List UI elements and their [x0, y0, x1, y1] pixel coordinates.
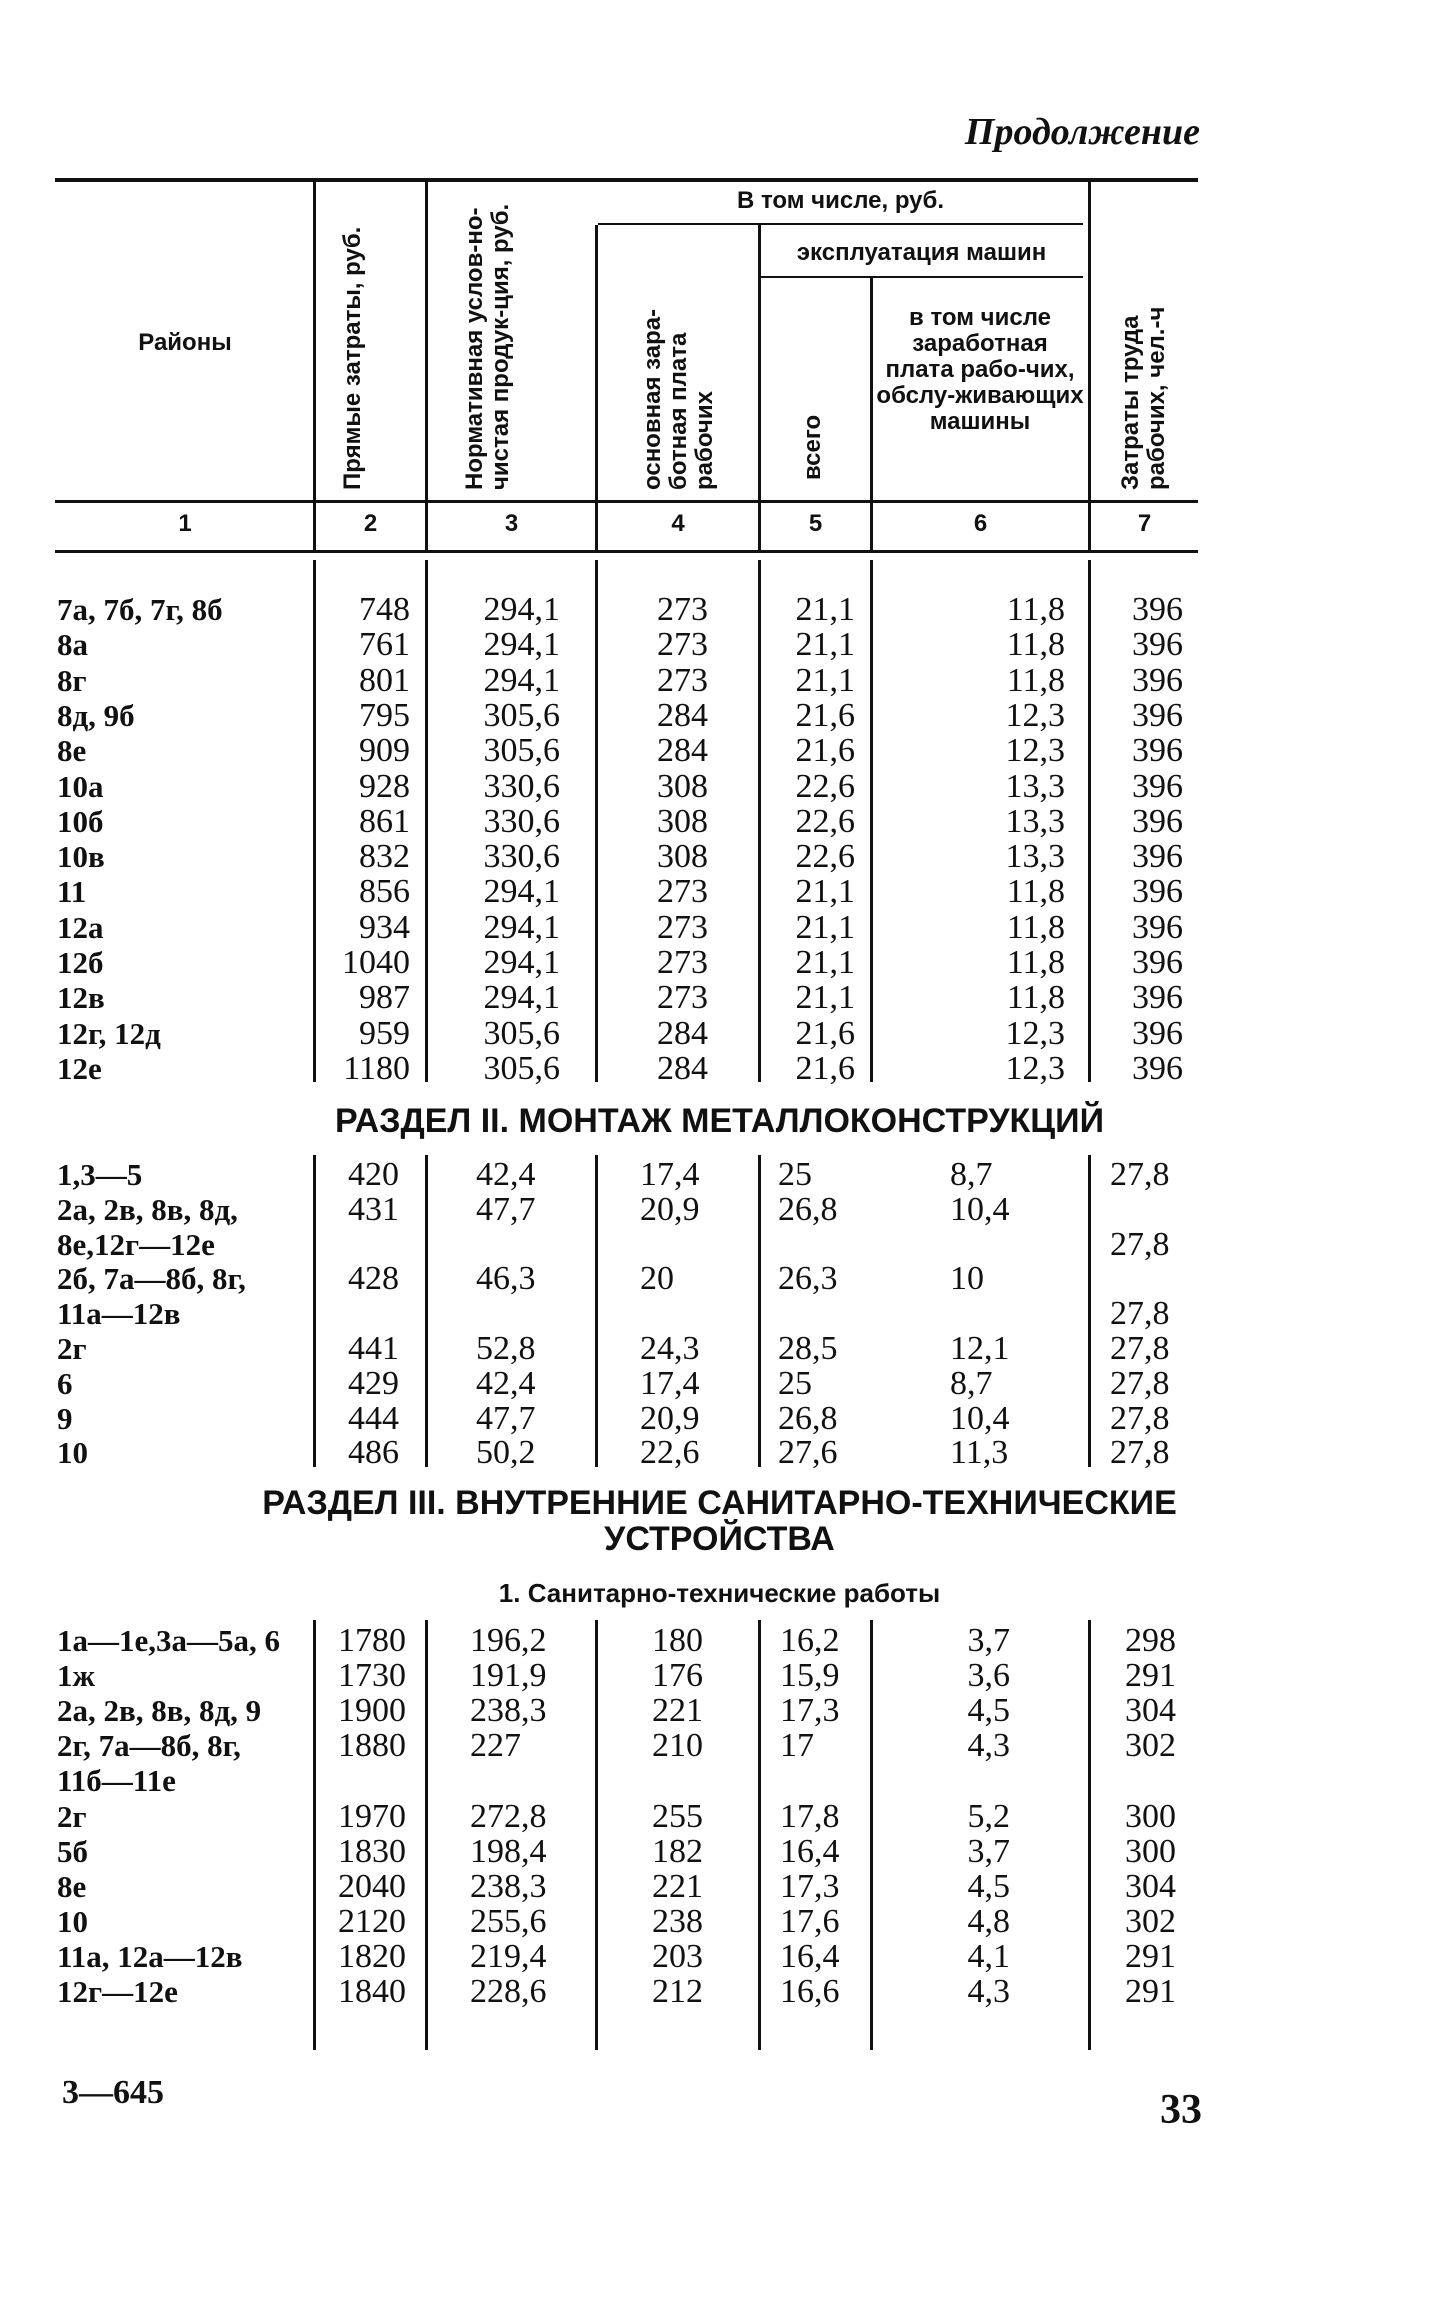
table-row	[0, 1192, 1439, 1227]
table-cell-col1: 1ж	[57, 1658, 95, 1694]
header-divider	[425, 182, 428, 550]
table-row	[0, 1974, 1439, 2009]
table-cell-col4: 24,3	[640, 1330, 700, 1367]
table-cell-col1: 1,3—5	[57, 1157, 143, 1192]
table-cell-col6: 4,5	[967, 1867, 1010, 1905]
table-cell-col6: 13,3	[1005, 802, 1065, 840]
table-row	[0, 1728, 1439, 1763]
table-cell-col5: 17,8	[780, 1797, 840, 1835]
table-cell-col7: 27,8	[1110, 1156, 1170, 1193]
table-row	[0, 804, 1439, 839]
table-cell-col1: 2б, 7а—8б, 8г,	[57, 1261, 246, 1297]
col-header-machine-wages: в том числе заработная плата рабо-чих, обслу-живающих машины	[876, 304, 1084, 435]
table-cell-col1: 2г, 7а—8б, 8г,	[57, 1728, 241, 1764]
table-cell-col6: 3,6	[967, 1657, 1010, 1695]
table-cell-col2: 909	[359, 732, 410, 770]
table-cell-col6: 11,8	[1006, 944, 1065, 981]
table-cell-col2: 934	[359, 908, 410, 946]
table-row	[0, 1261, 1439, 1296]
table-cell-col7: 396	[1132, 908, 1183, 946]
table-cell-col1: 2а, 2в, 8в, 8д, 9	[57, 1693, 262, 1729]
table-row	[0, 874, 1439, 909]
table-cell-col7: 396	[1132, 802, 1183, 840]
table-cell-col4: 284	[657, 1014, 708, 1052]
table-cell-col7: 27,8	[1110, 1434, 1170, 1472]
table-cell-col2: 1830	[338, 1832, 406, 1870]
table-row	[0, 1435, 1439, 1470]
table-cell-col3: 46,3	[476, 1260, 536, 1298]
table-cell-col5: 15,9	[780, 1657, 840, 1695]
table-cell-col5: 21,6	[795, 732, 855, 770]
table-cell-col3: 42,4	[476, 1364, 536, 1402]
table-cell-col7: 396	[1132, 626, 1183, 664]
table-cell-col1: 8е,12г—12е	[57, 1226, 215, 1262]
table-row	[0, 592, 1439, 627]
col-header-net-output: Нормативная услов-но-чистая продук-ция, руб.	[461, 203, 514, 490]
table-cell-col1: 12е	[57, 1050, 102, 1086]
table-cell-col4: 176	[652, 1657, 703, 1695]
group-rule	[598, 223, 1083, 225]
col-number: 7	[1137, 510, 1152, 537]
table-cell-col4: 180	[652, 1622, 703, 1659]
table-row	[0, 1296, 1439, 1331]
table-cell-col5: 27,6	[778, 1434, 838, 1472]
table-cell-col2: 801	[359, 661, 410, 699]
table-cell-col7: 302	[1125, 1727, 1176, 1765]
table-cell-col1: 11	[57, 874, 87, 910]
table-cell-col5: 21,1	[795, 661, 855, 699]
machines-rule	[760, 276, 1083, 278]
table-row	[0, 1763, 1439, 1798]
table-cell-col1: 8е	[57, 1868, 87, 1904]
table-cell-col7: 396	[1132, 661, 1183, 699]
col-header-machine-operation: эксплуатация машин	[796, 239, 1047, 266]
table-cell-col5: 17	[780, 1727, 814, 1765]
table-cell-col7: 304	[1125, 1692, 1176, 1730]
table-cell-col7: 396	[1132, 979, 1183, 1017]
section3-title-line2: УСТРОЙСТВА	[604, 1520, 835, 1558]
table-cell-col2: 795	[359, 696, 410, 734]
table-cell-col7: 302	[1125, 1902, 1176, 1940]
table-top-rule	[55, 178, 1198, 182]
table-cell-col3: 228,6	[470, 1973, 547, 2010]
col-header-group: В том числе, руб.	[736, 187, 945, 214]
table-row	[0, 910, 1439, 945]
table-cell-col7: 300	[1125, 1797, 1176, 1835]
table-cell-col2: 2040	[338, 1867, 406, 1905]
table-cell-col2: 928	[359, 767, 410, 805]
table-cell-col4: 22,6	[640, 1434, 700, 1472]
table-cell-col1: 8е	[57, 733, 87, 769]
table-cell-col3: 238,3	[470, 1867, 547, 1905]
table-row	[0, 627, 1439, 662]
table-cell-col6: 3,7	[967, 1622, 1010, 1659]
header-divider	[595, 225, 598, 550]
table-cell-col4: 221	[652, 1867, 703, 1905]
table-cell-col5: 21,1	[795, 979, 855, 1017]
table-cell-col5: 16,2	[780, 1622, 840, 1659]
table-cell-col6: 11,8	[1006, 626, 1065, 664]
table-cell-col4: 284	[657, 732, 708, 770]
table-cell-col2: 748	[359, 591, 410, 628]
table-cell-col1: 12а	[57, 909, 104, 945]
table-cell-col5: 25	[778, 1156, 812, 1193]
table-cell-col7: 291	[1125, 1937, 1176, 1975]
table-cell-col5: 17,3	[780, 1692, 840, 1730]
table-cell-col5: 21,6	[795, 696, 855, 734]
table-cell-col6: 12,3	[1005, 1049, 1065, 1087]
table-cell-col1: 9	[57, 1400, 73, 1436]
table-cell-col5: 21,1	[795, 908, 855, 946]
table-cell-col4: 20,9	[640, 1399, 700, 1437]
table-row	[0, 1051, 1439, 1086]
table-cell-col3: 272,8	[470, 1797, 547, 1835]
table-cell-col7: 396	[1132, 591, 1183, 628]
table-cell-col6: 12,3	[1005, 1014, 1065, 1052]
table-cell-col3: 238,3	[470, 1692, 547, 1730]
table-cell-col2: 959	[359, 1014, 410, 1052]
table-cell-col3: 47,7	[476, 1190, 536, 1228]
table-cell-col1: 12г—12е	[57, 1974, 178, 2009]
table-row	[0, 733, 1439, 768]
table-cell-col6: 10,4	[950, 1190, 1010, 1228]
table-cell-col6: 4,3	[967, 1727, 1010, 1765]
table-cell-col4: 238	[652, 1902, 703, 1940]
table-cell-col5: 17,6	[780, 1902, 840, 1940]
table-cell-col4: 273	[657, 591, 708, 628]
table-cell-col4: 284	[657, 1049, 708, 1087]
table-cell-col6: 4,1	[967, 1937, 1010, 1975]
table-cell-col1: 10а	[57, 768, 104, 804]
table-cell-col2: 431	[348, 1190, 399, 1228]
table-cell-col7: 396	[1132, 767, 1183, 805]
table-row	[0, 980, 1439, 1015]
table-cell-col7: 291	[1125, 1973, 1176, 2010]
table-row	[0, 1939, 1439, 1974]
col-number: 2	[363, 510, 378, 537]
header-divider	[313, 182, 316, 550]
table-cell-col1: 5б	[57, 1833, 88, 1869]
header-divider	[758, 225, 761, 550]
table-cell-col2: 420	[348, 1156, 399, 1193]
table-cell-col3: 305,6	[483, 1014, 560, 1052]
table-cell-col2: 1040	[342, 944, 410, 981]
table-cell-col2: 441	[348, 1330, 399, 1367]
table-cell-col7: 27,8	[1110, 1225, 1170, 1263]
table-cell-col3: 227	[470, 1727, 521, 1765]
table-cell-col6: 11,8	[1006, 873, 1065, 911]
table-cell-col5: 22,6	[795, 802, 855, 840]
table-cell-col3: 294,1	[483, 591, 560, 628]
table-cell-col4: 273	[657, 944, 708, 981]
table-cell-col4: 273	[657, 979, 708, 1017]
table-cell-col1: 11б—11е	[57, 1763, 176, 1799]
section3-title-line1: РАЗДЕЛ III. ВНУТРЕННИЕ САНИТАРНО-ТЕХНИЧЕСКИЕ	[262, 1484, 1177, 1522]
table-cell-col3: 191,9	[470, 1657, 547, 1695]
table-cell-col4: 284	[657, 696, 708, 734]
table-cell-col3: 219,4	[470, 1937, 547, 1975]
table-cell-col4: 182	[652, 1832, 703, 1870]
table-cell-col2: 486	[348, 1434, 399, 1472]
table-row	[0, 769, 1439, 804]
table-cell-col5: 21,6	[795, 1014, 855, 1052]
table-cell-col5: 21,1	[795, 626, 855, 664]
table-cell-col3: 305,6	[483, 696, 560, 734]
table-cell-col2: 1730	[338, 1657, 406, 1695]
col-header-direct-costs: Прямые затраты, руб.	[339, 226, 366, 490]
table-cell-col7: 396	[1132, 944, 1183, 981]
table-row	[0, 1227, 1439, 1262]
table-cell-col3: 294,1	[483, 908, 560, 946]
table-cell-col5: 17,3	[780, 1867, 840, 1905]
table-cell-col3: 305,6	[483, 1049, 560, 1087]
col-number: 1	[178, 510, 192, 537]
table-cell-col1: 10	[57, 1435, 88, 1471]
table-cell-col6: 4,8	[967, 1902, 1010, 1940]
table-row	[0, 1401, 1439, 1436]
table-cell-col2: 1780	[338, 1622, 406, 1659]
table-cell-col4: 308	[657, 767, 708, 805]
table-cell-col6: 13,3	[1005, 838, 1065, 876]
table-cell-col1: 8г	[57, 662, 87, 698]
table-row	[0, 1658, 1439, 1693]
table-cell-col1: 10в	[57, 839, 105, 875]
table-cell-col6: 4,5	[967, 1692, 1010, 1730]
table-cell-col4: 308	[657, 802, 708, 840]
table-cell-col1: 11а—12в	[57, 1296, 181, 1332]
table-cell-col3: 330,6	[483, 802, 560, 840]
table-cell-col4: 212	[652, 1973, 703, 2010]
numbers-bottom-rule	[55, 550, 1198, 553]
table-cell-col1: 2г	[57, 1331, 87, 1366]
table-cell-col2: 761	[359, 626, 410, 664]
table-cell-col6: 11,8	[1006, 979, 1065, 1017]
table-cell-col3: 47,7	[476, 1399, 536, 1437]
table-cell-col4: 17,4	[640, 1364, 700, 1402]
table-cell-col5: 22,6	[795, 838, 855, 876]
table-cell-col7: 396	[1132, 838, 1183, 876]
table-cell-col4: 20	[640, 1260, 674, 1298]
table-cell-col7: 27,8	[1110, 1364, 1170, 1402]
table-cell-col5: 28,5	[778, 1330, 838, 1367]
table-row	[0, 1799, 1439, 1834]
table-cell-col1: 2г	[57, 1798, 87, 1834]
table-cell-col7: 298	[1125, 1622, 1176, 1659]
col-number: 5	[808, 510, 823, 537]
table-cell-col6: 12,1	[950, 1330, 1010, 1367]
table-cell-col6: 8,7	[950, 1156, 993, 1193]
table-cell-col6: 4,3	[967, 1973, 1010, 2010]
continuation-label: Продолжение	[964, 111, 1200, 153]
table-cell-col1: 12г, 12д	[57, 1015, 161, 1051]
table-row	[0, 1366, 1439, 1401]
table-cell-col7: 291	[1125, 1657, 1176, 1695]
table-cell-col6: 10	[950, 1260, 984, 1298]
table-cell-col7: 27,8	[1110, 1399, 1170, 1437]
table-cell-col3: 42,4	[476, 1156, 536, 1193]
table-cell-col5: 22,6	[795, 767, 855, 805]
table-cell-col3: 330,6	[483, 838, 560, 876]
table-cell-col6: 11,3	[950, 1434, 1009, 1472]
table-cell-col3: 50,2	[476, 1434, 536, 1472]
table-cell-col1: 6	[57, 1365, 73, 1401]
table-cell-col6: 11,8	[1006, 661, 1065, 699]
table-cell-col7: 396	[1132, 873, 1183, 911]
table-cell-col5: 26,3	[778, 1260, 838, 1298]
table-cell-col1: 8д, 9б	[57, 697, 135, 733]
table-cell-col2: 1880	[338, 1727, 406, 1765]
table-cell-col3: 305,6	[483, 732, 560, 770]
table-cell-col2: 832	[359, 838, 410, 876]
col-number: 4	[671, 510, 685, 537]
col-header-total: всего	[799, 414, 826, 480]
table-cell-col3: 294,1	[483, 979, 560, 1017]
footer-code: 3—645	[62, 2074, 164, 2111]
table-cell-col7: 396	[1132, 732, 1183, 770]
table-cell-col6: 5,2	[967, 1797, 1010, 1835]
table-cell-col4: 210	[652, 1727, 703, 1765]
table-cell-col3: 196,2	[470, 1622, 547, 1659]
table-cell-col4: 308	[657, 838, 708, 876]
table-cell-col4: 20,9	[640, 1190, 700, 1228]
table-row	[0, 1904, 1439, 1939]
table-cell-col4: 255	[652, 1797, 703, 1835]
table-cell-col2: 856	[359, 873, 410, 911]
table-cell-col7: 396	[1132, 1014, 1183, 1052]
col-number: 3	[504, 510, 519, 537]
table-cell-col7: 304	[1125, 1867, 1176, 1905]
table-cell-col3: 294,1	[483, 873, 560, 911]
table-cell-col1: 12в	[57, 980, 105, 1016]
table-cell-col1: 7а, 7б, 7г, 8б	[57, 592, 223, 627]
table-cell-col7: 396	[1132, 1049, 1183, 1087]
table-cell-col2: 1970	[338, 1797, 406, 1835]
table-cell-col5: 26,8	[778, 1399, 838, 1437]
table-cell-col4: 221	[652, 1692, 703, 1730]
table-row	[0, 1834, 1439, 1869]
table-cell-col3: 294,1	[483, 944, 560, 981]
table-cell-col1: 1а—1е,3а—5а, 6	[57, 1623, 281, 1658]
table-cell-col4: 273	[657, 873, 708, 911]
table-cell-col4: 273	[657, 908, 708, 946]
table-row	[0, 698, 1439, 733]
table-cell-col5: 21,1	[795, 591, 855, 628]
table-cell-col6: 10,4	[950, 1399, 1010, 1437]
table-cell-col5: 26,8	[778, 1190, 838, 1228]
table-cell-col3: 198,4	[470, 1832, 547, 1870]
table-cell-col5: 16,4	[780, 1937, 840, 1975]
table-cell-col5: 21,6	[795, 1049, 855, 1087]
table-cell-col7: 300	[1125, 1832, 1176, 1870]
table-cell-col5: 21,1	[795, 873, 855, 911]
table-cell-col2: 1180	[343, 1049, 410, 1087]
table-cell-col1: 8а	[57, 627, 88, 663]
table-cell-col2: 1840	[338, 1973, 406, 2010]
table-cell-col6: 8,7	[950, 1364, 993, 1402]
table-cell-col5: 25	[778, 1364, 812, 1402]
table-cell-col7: 27,8	[1110, 1295, 1170, 1333]
page-number: 33	[1160, 2087, 1202, 2133]
col-header-base-wages: основная зара-ботная плата рабочих	[639, 308, 718, 490]
table-cell-col4: 273	[657, 626, 708, 664]
table-cell-col6: 13,3	[1005, 767, 1065, 805]
table-cell-col1: 10б	[57, 803, 104, 839]
table-cell-col5: 16,4	[780, 1832, 840, 1870]
table-cell-col1: 11а, 12а—12в	[57, 1938, 243, 1974]
table-cell-col7: 396	[1132, 696, 1183, 734]
table-cell-col6: 12,3	[1005, 696, 1065, 734]
table-row	[0, 663, 1439, 698]
table-cell-col4: 203	[652, 1937, 703, 1975]
table-cell-col4: 273	[657, 661, 708, 699]
table-cell-col6: 11,8	[1006, 908, 1065, 946]
table-cell-col2: 428	[348, 1260, 399, 1298]
header-bottom-rule	[55, 500, 1198, 503]
col-header-labor: Затраты труда рабочих, чел.-ч	[1117, 306, 1170, 490]
table-cell-col1: 10	[57, 1903, 88, 1939]
table-row	[0, 839, 1439, 874]
table-cell-col6: 11,8	[1006, 591, 1065, 628]
table-cell-col1: 2а, 2в, 8в, 8д,	[57, 1191, 238, 1227]
table-cell-col1: 12б	[57, 945, 104, 980]
table-cell-col4: 17,4	[640, 1156, 700, 1193]
table-cell-col2: 861	[359, 802, 410, 840]
col-header-districts: Районы	[138, 329, 232, 356]
table-cell-col6: 3,7	[967, 1832, 1010, 1870]
table-row	[0, 1331, 1439, 1366]
table-cell-col3: 294,1	[483, 661, 560, 699]
table-row	[0, 1693, 1439, 1728]
table-cell-col3: 52,8	[476, 1330, 536, 1367]
table-cell-col5: 16,6	[780, 1973, 840, 2010]
col-number: 6	[973, 510, 988, 537]
table-cell-col2: 444	[348, 1399, 399, 1437]
table-cell-col2: 2120	[338, 1902, 406, 1940]
header-divider	[1088, 182, 1091, 550]
table-row	[0, 1623, 1439, 1658]
table-cell-col3: 255,6	[470, 1902, 547, 1940]
table-row	[0, 1157, 1439, 1192]
table-cell-col7: 27,8	[1110, 1330, 1170, 1367]
section3-subtitle: 1. Санитарно-технические работы	[498, 1578, 941, 1608]
table-row	[0, 945, 1439, 980]
table-row	[0, 1016, 1439, 1051]
table-cell-col3: 294,1	[483, 626, 560, 664]
table-cell-col5: 21,1	[795, 944, 855, 981]
table-cell-col2: 987	[359, 979, 410, 1017]
table-cell-col2: 1900	[338, 1692, 406, 1730]
table-cell-col6: 12,3	[1005, 732, 1065, 770]
table-row	[0, 1869, 1439, 1904]
section2-title: РАЗДЕЛ II. МОНТАЖ МЕТАЛЛОКОНСТРУКЦИЙ	[334, 1102, 1105, 1140]
table-cell-col3: 330,6	[483, 767, 560, 805]
table-cell-col2: 429	[348, 1364, 399, 1402]
table-cell-col2: 1820	[338, 1937, 406, 1975]
